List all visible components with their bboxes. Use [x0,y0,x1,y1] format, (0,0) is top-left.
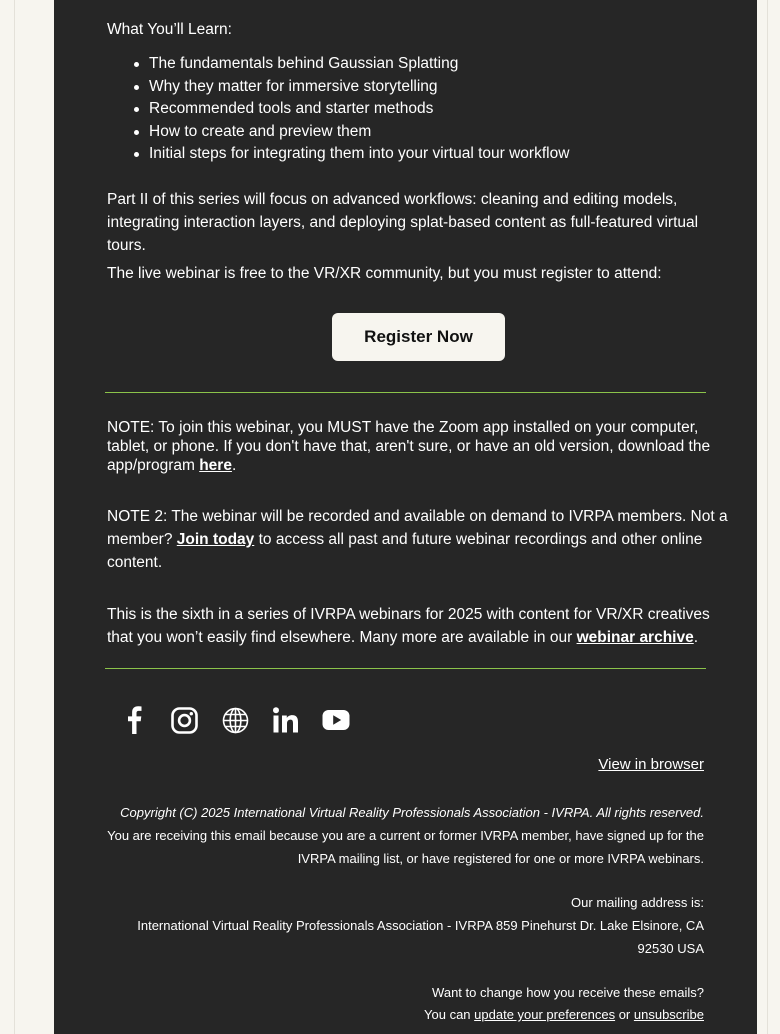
unsubscribe-link[interactable]: unsubscribe [633,1007,704,1022]
facebook-icon[interactable] [118,703,150,737]
register-intro: The live webinar is free to the VR/XR community, but you must register to attend: [107,265,662,282]
note2-paragraph [107,505,729,574]
preferences-row [107,1004,704,1027]
note1-text: NOTE: To join this webinar, you MUST have the Zoom app installed on your computer, tablet, or phone. If you don't have that, aren't sure, or have an old version, download the app/program [107,419,711,474]
series-paragraph [107,603,729,649]
zoom-download-link[interactable]: here [199,457,232,474]
note2-text: NOTE 2: The webinar will be recorded and available on demand to IVRPA members. Not a member? [107,508,728,548]
divider-top [105,392,706,393]
mailing-address: International Virtual Reality Professionals Association - IVRPA 859 Pinehurst Dr. Lake Elsinore, CA 92530 USA [137,918,704,956]
list-item: Why they matter for immersive storytelling [149,76,749,99]
email-body-panel [54,0,757,1034]
webinar-archive-link[interactable]: webinar archive [576,629,694,646]
view-in-browser-row [107,754,704,777]
list-item: The fundamentals behind Gaussian Splatting [149,53,749,76]
series-end: . [693,629,699,646]
list-item: Recommended tools and starter methods [149,98,749,121]
learn-list [107,53,749,166]
copyright-text: Copyright (C) 2025 International Virtual Reality Professionals Association - IVRPA. All rights reserved. [120,805,704,820]
register-now-button[interactable]: Register Now [332,313,505,361]
or-text: or [615,1007,634,1022]
part2-paragraph: Part II of this series will focus on advanced workflows: cleaning and editing models, integrating interaction layers, and deploying splat-based content as full-featured virtual tours. [107,191,699,254]
learn-heading: What You’ll Learn: [107,21,232,38]
update-preferences-link[interactable]: update your preferences [474,1007,616,1022]
divider-bottom [105,668,706,669]
youtube-icon[interactable] [320,703,352,737]
change-preferences-question: Want to change how you receive these emails? [432,985,704,1000]
note1-paragraph [107,418,729,475]
list-item: Initial steps for integrating them into your virtual tour workflow [149,143,749,166]
series-text: This is the sixth in a series of IVRPA webinars for 2025 with content for VR/XR creatives that you won’t easily find elsewhere. Many more are available in our [107,606,710,646]
view-in-browser-link[interactable]: View in browser [598,756,704,773]
instagram-icon[interactable] [168,703,200,737]
linkedin-icon[interactable] [270,703,302,737]
list-item: How to create and preview them [149,121,749,144]
note1-end: . [231,457,237,474]
join-today-link[interactable]: Join today [176,531,255,548]
receiving-reason-text: You are receiving this email because you are a current or former IVRPA member, have signed up for the IVRPA mailing list, or have registered for one or more IVRPA webinars. [107,828,704,866]
you-can-text: You can [424,1007,475,1022]
mailing-address-label: Our mailing address is: [571,895,704,910]
email-outer-frame [14,0,768,1034]
website-globe-icon[interactable] [219,703,251,737]
note2-end: to access all past and future webinar recordings and other online content. [107,531,703,571]
